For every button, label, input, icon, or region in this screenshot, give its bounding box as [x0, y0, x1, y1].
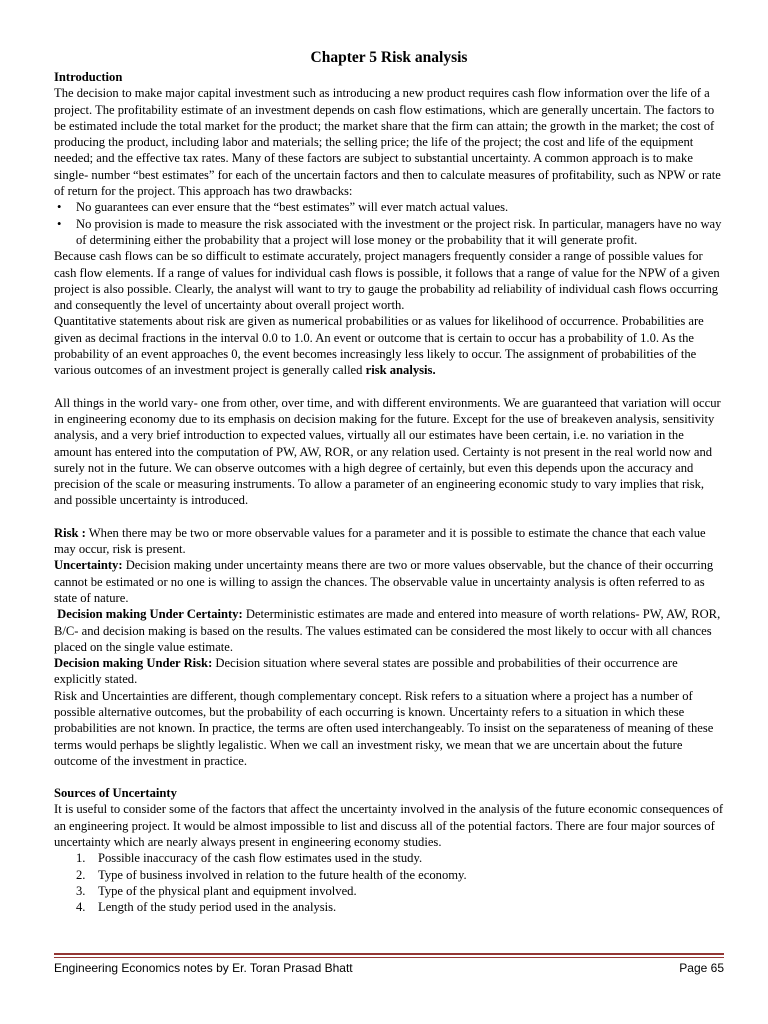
risk-vs-uncertainty-paragraph: Risk and Uncertainties are different, though complementary concept. Risk refers to a situation where a project has a number of possible alternative outcomes, but the probability of each occurring is known. Uncertainty refers to a situation in which these probabilities are not known. In practice, the terms are often used interchangeably. To insist on the separateness of meaning of these terms would perhaps be slightly legalistic. When we call an investment risky, we mean that we are uncertain about the future outcome of the investment in practice.	[54, 688, 714, 768]
paragraph-gap	[54, 769, 724, 785]
uncertainty-text: Decision making under uncertainty means there are two or more values observable, but the chance of their occurring cannot be estimated or no one is willing to assign the chances. The observable value in uncertainty analysis is often referred to as state of nature.	[54, 558, 714, 605]
drawbacks-list	[54, 199, 724, 248]
bullet-icon: •	[57, 216, 62, 231]
sources-heading: Sources of Uncertainty	[54, 786, 177, 801]
sources-paragraph: It is useful to consider some of the factors that affect the uncertainty involved in the analysis of the future economic consequences of an engineering project. It would be almost impossible to list and discuss all of the potential factors. There are four major sources of uncertainty which are nearly always present in engineering economy studies.	[54, 802, 724, 850]
list-item-text: Possible inaccuracy of the cash flow estimates used in the study.	[98, 851, 423, 866]
certainty-definition	[54, 606, 724, 655]
risk-text: When there may be two or more observable values for a parameter and it is possible to estimate the chance that each value may occur, risk is present.	[54, 525, 706, 557]
list-number: 1.	[76, 851, 86, 866]
certainty-text: Deterministic estimates are made and entered into measure of worth relations- PW, AW, ROR, B/C- and decision making is based on the results. The values estimated can be considered the most likely to occur with all chances placed on the single value estimate.	[54, 607, 721, 654]
list-item	[54, 883, 724, 899]
uncertainty-term: Uncertainty:	[54, 558, 123, 573]
sources-list	[54, 850, 724, 915]
under-risk-definition	[54, 655, 724, 688]
list-item	[54, 216, 724, 249]
intro-paragraph-1: The decision to make major capital investment such as introducing a new product requires cash flow information over the life of a project. The profitability estimate of an investment depends on cash flow estimations, which are generally uncertain. The factors to be estimated include the total market for the product; the market share that the firm can attain; the growth in the market; the cost of producing the product, including labor and materials; the selling price; the life of the project; the cost and life of the equipment needed; and the effective tax rates. Many of these factors are subject to substantial uncertainty. A common approach is to make single- number “best estimates” for each of the uncertain factors and then to calculate measures of profitability, such as NPW or rate of return for the project. This approach has two drawbacks:	[54, 86, 721, 199]
intro-paragraph-3	[54, 313, 724, 378]
risk-definition	[54, 525, 724, 558]
list-item	[54, 199, 724, 215]
variation-paragraph: All things in the world vary- one from other, over time, and with different environments. We are guaranteed that variation will occur in engineering economy due to its emphasis on decision making for the future. Except for the use of breakeven analysis, sensitivity analysis, and a very brief introduction to expected values, virtually all our estimates have been certain, i.e. no variation in the amount has entered into the computation of PW, AW, ROR, or any relation used. Certainty is not present in the real world now and surely not in the future. We can observe outcomes with a high degree of certainly, but even this depends upon the accuracy and precision of the scale or measuring instruments. To allow a parameter of an engineering economic study to vary implies that risk, and possible uncertainty is introduced.	[54, 395, 721, 508]
bullet-icon: •	[57, 200, 62, 215]
chapter-title: Chapter 5 Risk analysis	[310, 49, 468, 66]
footer-rule-top	[54, 953, 724, 955]
list-number: 3.	[76, 883, 86, 898]
under-risk-term: Decision making Under Risk:	[54, 656, 213, 671]
list-item-text: Length of the study period used in the analysis.	[98, 900, 337, 915]
list-item-text: No provision is made to measure the risk associated with the investment or the project risk. In particular, managers have no way of determining either the probability that a project will lose money or the probability that it will generate profit.	[76, 216, 722, 247]
list-item-text: No guarantees can ever ensure that the “best estimates” will ever match actual values.	[76, 200, 509, 215]
list-number: 4.	[76, 900, 86, 915]
risk-analysis-term: risk analysis.	[365, 363, 436, 378]
footer-author: Engineering Economics notes by Er. Toran Prasad Bhatt	[54, 961, 353, 975]
page-number: Page 65	[679, 961, 724, 975]
list-item	[54, 867, 724, 883]
list-number: 2.	[76, 867, 86, 882]
footer-rule-bottom	[54, 957, 724, 958]
risk-term: Risk :	[54, 525, 86, 540]
under-risk-text: Decision situation where several states are possible and probabilities of their occurrence are explicitly stated.	[54, 656, 678, 687]
list-item-text: Type of the physical plant and equipment involved.	[98, 883, 357, 898]
list-item	[54, 899, 724, 915]
certainty-term: Decision making Under Certainty:	[57, 607, 243, 622]
intro-paragraph-3-text: Quantitative statements about risk are given as numerical probabilities or as values for likelihood of occurrence. Probabilities are given as decimal fractions in the interval 0.0 to 1.0. An event or outcome that is certain to occur has a probability of 1.0. As the probability of an event approaches 0, the event becomes increasingly less likely to occur. The assignment of probabilities of the various outcomes of an investment project is generally called	[54, 314, 704, 378]
intro-paragraph-2: Because cash flows can be so difficult to estimate accurately, project managers frequently consider a range of possible values for cash flow elements. If a range of values for individual cash flows is possible, it follows that a range of value for the NPW of a given project is also possible. Clearly, the analyst will want to try to gauge the probability ad reliability of individual cash flows occurring and consequently the level of uncertainty about overall project worth.	[54, 249, 720, 313]
list-item	[54, 850, 724, 866]
paragraph-gap	[54, 379, 724, 395]
introduction-heading: Introduction	[54, 70, 123, 84]
paragraph-gap	[54, 509, 724, 525]
list-item-text: Type of business involved in relation to the future health of the economy.	[98, 867, 467, 882]
uncertainty-definition	[54, 557, 724, 606]
page-content	[54, 47, 724, 916]
